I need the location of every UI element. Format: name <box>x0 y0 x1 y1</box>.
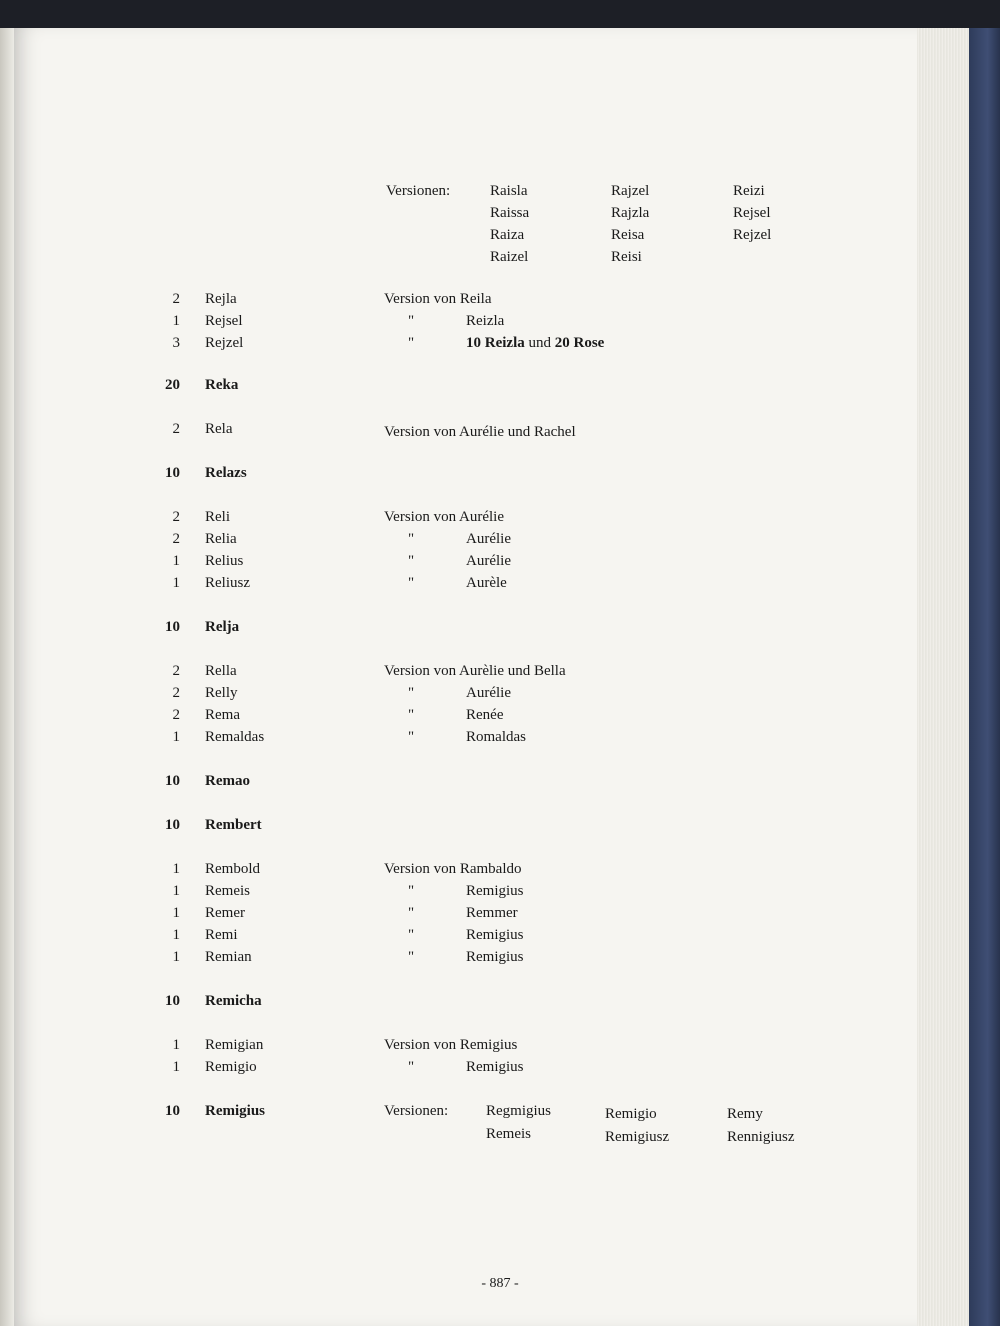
entry-name: Remaldas <box>205 729 265 745</box>
page-number: - 887 - <box>481 1276 519 1291</box>
version-item: Rajzel <box>611 183 650 199</box>
entry-name: Remi <box>205 927 238 943</box>
entry-description: Remigius <box>466 1059 524 1075</box>
entry-row <box>0 550 1000 572</box>
entry-name: Remian <box>205 949 252 965</box>
version-item: Raisla <box>490 183 528 199</box>
entry-name: Reliusz <box>205 575 250 591</box>
entry-row <box>0 616 1000 638</box>
entry-row <box>0 332 1000 354</box>
version-item: Raissa <box>490 205 530 221</box>
entry-name: Rella <box>205 663 237 679</box>
entry-row <box>0 880 1000 902</box>
entry-row <box>0 902 1000 924</box>
entry-name: Rejla <box>205 291 237 307</box>
entry-name: Relia <box>205 531 237 547</box>
entry-row <box>0 946 1000 968</box>
entry-description <box>466 332 604 354</box>
version-item: Reisi <box>611 249 642 265</box>
description-bold-part: 20 Rose <box>554 335 605 351</box>
ditto-mark: " <box>408 949 415 965</box>
entry-number: 10 <box>165 465 180 481</box>
entry-number: 20 <box>165 377 180 393</box>
entry-description: Version von Aurélie <box>384 509 504 525</box>
entry-description: Reizla <box>466 313 505 329</box>
entry-description: Remigius <box>466 927 524 943</box>
entry-row <box>0 528 1000 550</box>
entry-name: Remer <box>205 905 245 921</box>
entry-number: 10 <box>165 1103 180 1119</box>
entry-row <box>0 1034 1000 1056</box>
version-item: Raizel <box>490 249 529 265</box>
entry-name: Remao <box>205 773 250 789</box>
entry-name: Rembert <box>205 817 262 833</box>
entry-name: Relius <box>205 553 244 569</box>
entry-row <box>0 572 1000 594</box>
entry-name: Reka <box>205 377 239 393</box>
version-item: Regmigius <box>486 1103 552 1119</box>
version-item: Reizi <box>733 183 765 199</box>
entry-number: 2 <box>172 291 180 307</box>
entry-row <box>0 726 1000 748</box>
entry-row <box>0 682 1000 704</box>
ditto-mark: " <box>408 927 415 943</box>
entry-description: Version von Aurèlie und Bella <box>384 663 566 679</box>
entry-description: Romaldas <box>466 729 526 745</box>
entry-name: Remigio <box>205 1059 257 1075</box>
version-item: Remigiusz <box>605 1129 670 1145</box>
entry-row <box>0 1056 1000 1078</box>
entry-name: Relja <box>205 619 240 635</box>
entry-number: 10 <box>165 993 180 1009</box>
entry-description: Renée <box>466 707 504 723</box>
entry-number: 1 <box>172 1037 180 1053</box>
entry-description: Version von Aurélie und Rachel <box>384 424 576 440</box>
entry-number: 1 <box>172 905 180 921</box>
entry-row <box>0 770 1000 792</box>
versions-label: Versionen: <box>386 183 451 199</box>
entry-number: 1 <box>172 883 180 899</box>
entry-name: Relly <box>205 685 238 701</box>
entry-description: Aurèle <box>466 575 507 591</box>
entry-number: 10 <box>165 619 180 635</box>
entry-row <box>0 660 1000 682</box>
entry-number: 2 <box>172 421 180 437</box>
entry-description: Version von Rambaldo <box>384 861 522 877</box>
entry-number: 1 <box>172 1059 180 1075</box>
entry-description: Aurélie <box>466 553 511 569</box>
entry-number: 2 <box>172 685 180 701</box>
entry-number: 1 <box>172 861 180 877</box>
entry-name: Rejzel <box>205 335 244 351</box>
version-item: Remeis <box>486 1126 531 1142</box>
entry-name: Remeis <box>205 883 250 899</box>
entry-name: Rembold <box>205 861 260 877</box>
ditto-mark: " <box>408 575 415 591</box>
entry-description: Version von Reila <box>384 291 492 307</box>
description-bold-part: 10 Reizla <box>466 335 525 351</box>
entry-number: 1 <box>172 949 180 965</box>
version-item: Remy <box>727 1106 763 1122</box>
entry-row <box>0 990 1000 1012</box>
entry-row <box>0 858 1000 880</box>
version-item: Reisa <box>611 227 645 243</box>
ditto-mark: " <box>408 707 415 723</box>
entry-description: Remigius <box>466 883 524 899</box>
entry-number: 2 <box>172 509 180 525</box>
entry-number: 10 <box>165 773 180 789</box>
entry-number: 2 <box>172 531 180 547</box>
ditto-mark: " <box>408 553 415 569</box>
entry-number: 1 <box>172 313 180 329</box>
entry-number: 2 <box>172 663 180 679</box>
description-part: und <box>524 335 555 351</box>
entry-number: 10 <box>165 817 180 833</box>
versions-bottom-row <box>0 1123 1000 1145</box>
version-item: Rennigiusz <box>727 1129 795 1145</box>
entry-number: 2 <box>172 707 180 723</box>
ditto-mark: " <box>408 685 415 701</box>
entry-row <box>0 288 1000 310</box>
entry-name: Remicha <box>205 993 262 1009</box>
entry-name: Remigian <box>205 1037 264 1053</box>
entry-description: Version von Remigius <box>384 1037 518 1053</box>
entry-name: Remigius <box>205 1103 265 1119</box>
version-item: Rejsel <box>733 205 771 221</box>
entry-number: 1 <box>172 729 180 745</box>
entry-row <box>0 814 1000 836</box>
entry-row <box>0 310 1000 332</box>
entry-name: Rela <box>205 421 233 437</box>
entry-row <box>0 462 1000 484</box>
entry-name: Rema <box>205 707 240 723</box>
ditto-mark: " <box>408 313 415 329</box>
version-item: Rejzel <box>733 227 772 243</box>
entry-description: Remmer <box>466 905 518 921</box>
ditto-mark: " <box>408 1059 415 1075</box>
entry-row <box>0 704 1000 726</box>
entry-number: 1 <box>172 575 180 591</box>
entry-description: Aurélie <box>466 685 511 701</box>
versions-label: Versionen: <box>384 1103 449 1119</box>
entry-row <box>0 418 1000 440</box>
entry-row <box>0 374 1000 396</box>
ditto-mark: " <box>408 905 415 921</box>
entry-row <box>0 506 1000 528</box>
entry-name: Relazs <box>205 465 247 481</box>
version-item: Rajzla <box>611 205 650 221</box>
version-item: Remigio <box>605 1106 657 1122</box>
entry-row <box>0 924 1000 946</box>
entry-number: 1 <box>172 553 180 569</box>
ditto-mark: " <box>408 883 415 899</box>
entry-row <box>0 1100 1000 1122</box>
entry-description: Aurélie <box>466 531 511 547</box>
ditto-mark: " <box>408 531 415 547</box>
ditto-mark: " <box>408 729 415 745</box>
entry-number: 3 <box>172 335 180 351</box>
ditto-mark: " <box>408 335 415 351</box>
entry-description: Remigius <box>466 949 524 965</box>
entry-name: Rejsel <box>205 313 243 329</box>
version-item: Raiza <box>490 227 525 243</box>
entry-name: Reli <box>205 509 230 525</box>
entry-number: 1 <box>172 927 180 943</box>
